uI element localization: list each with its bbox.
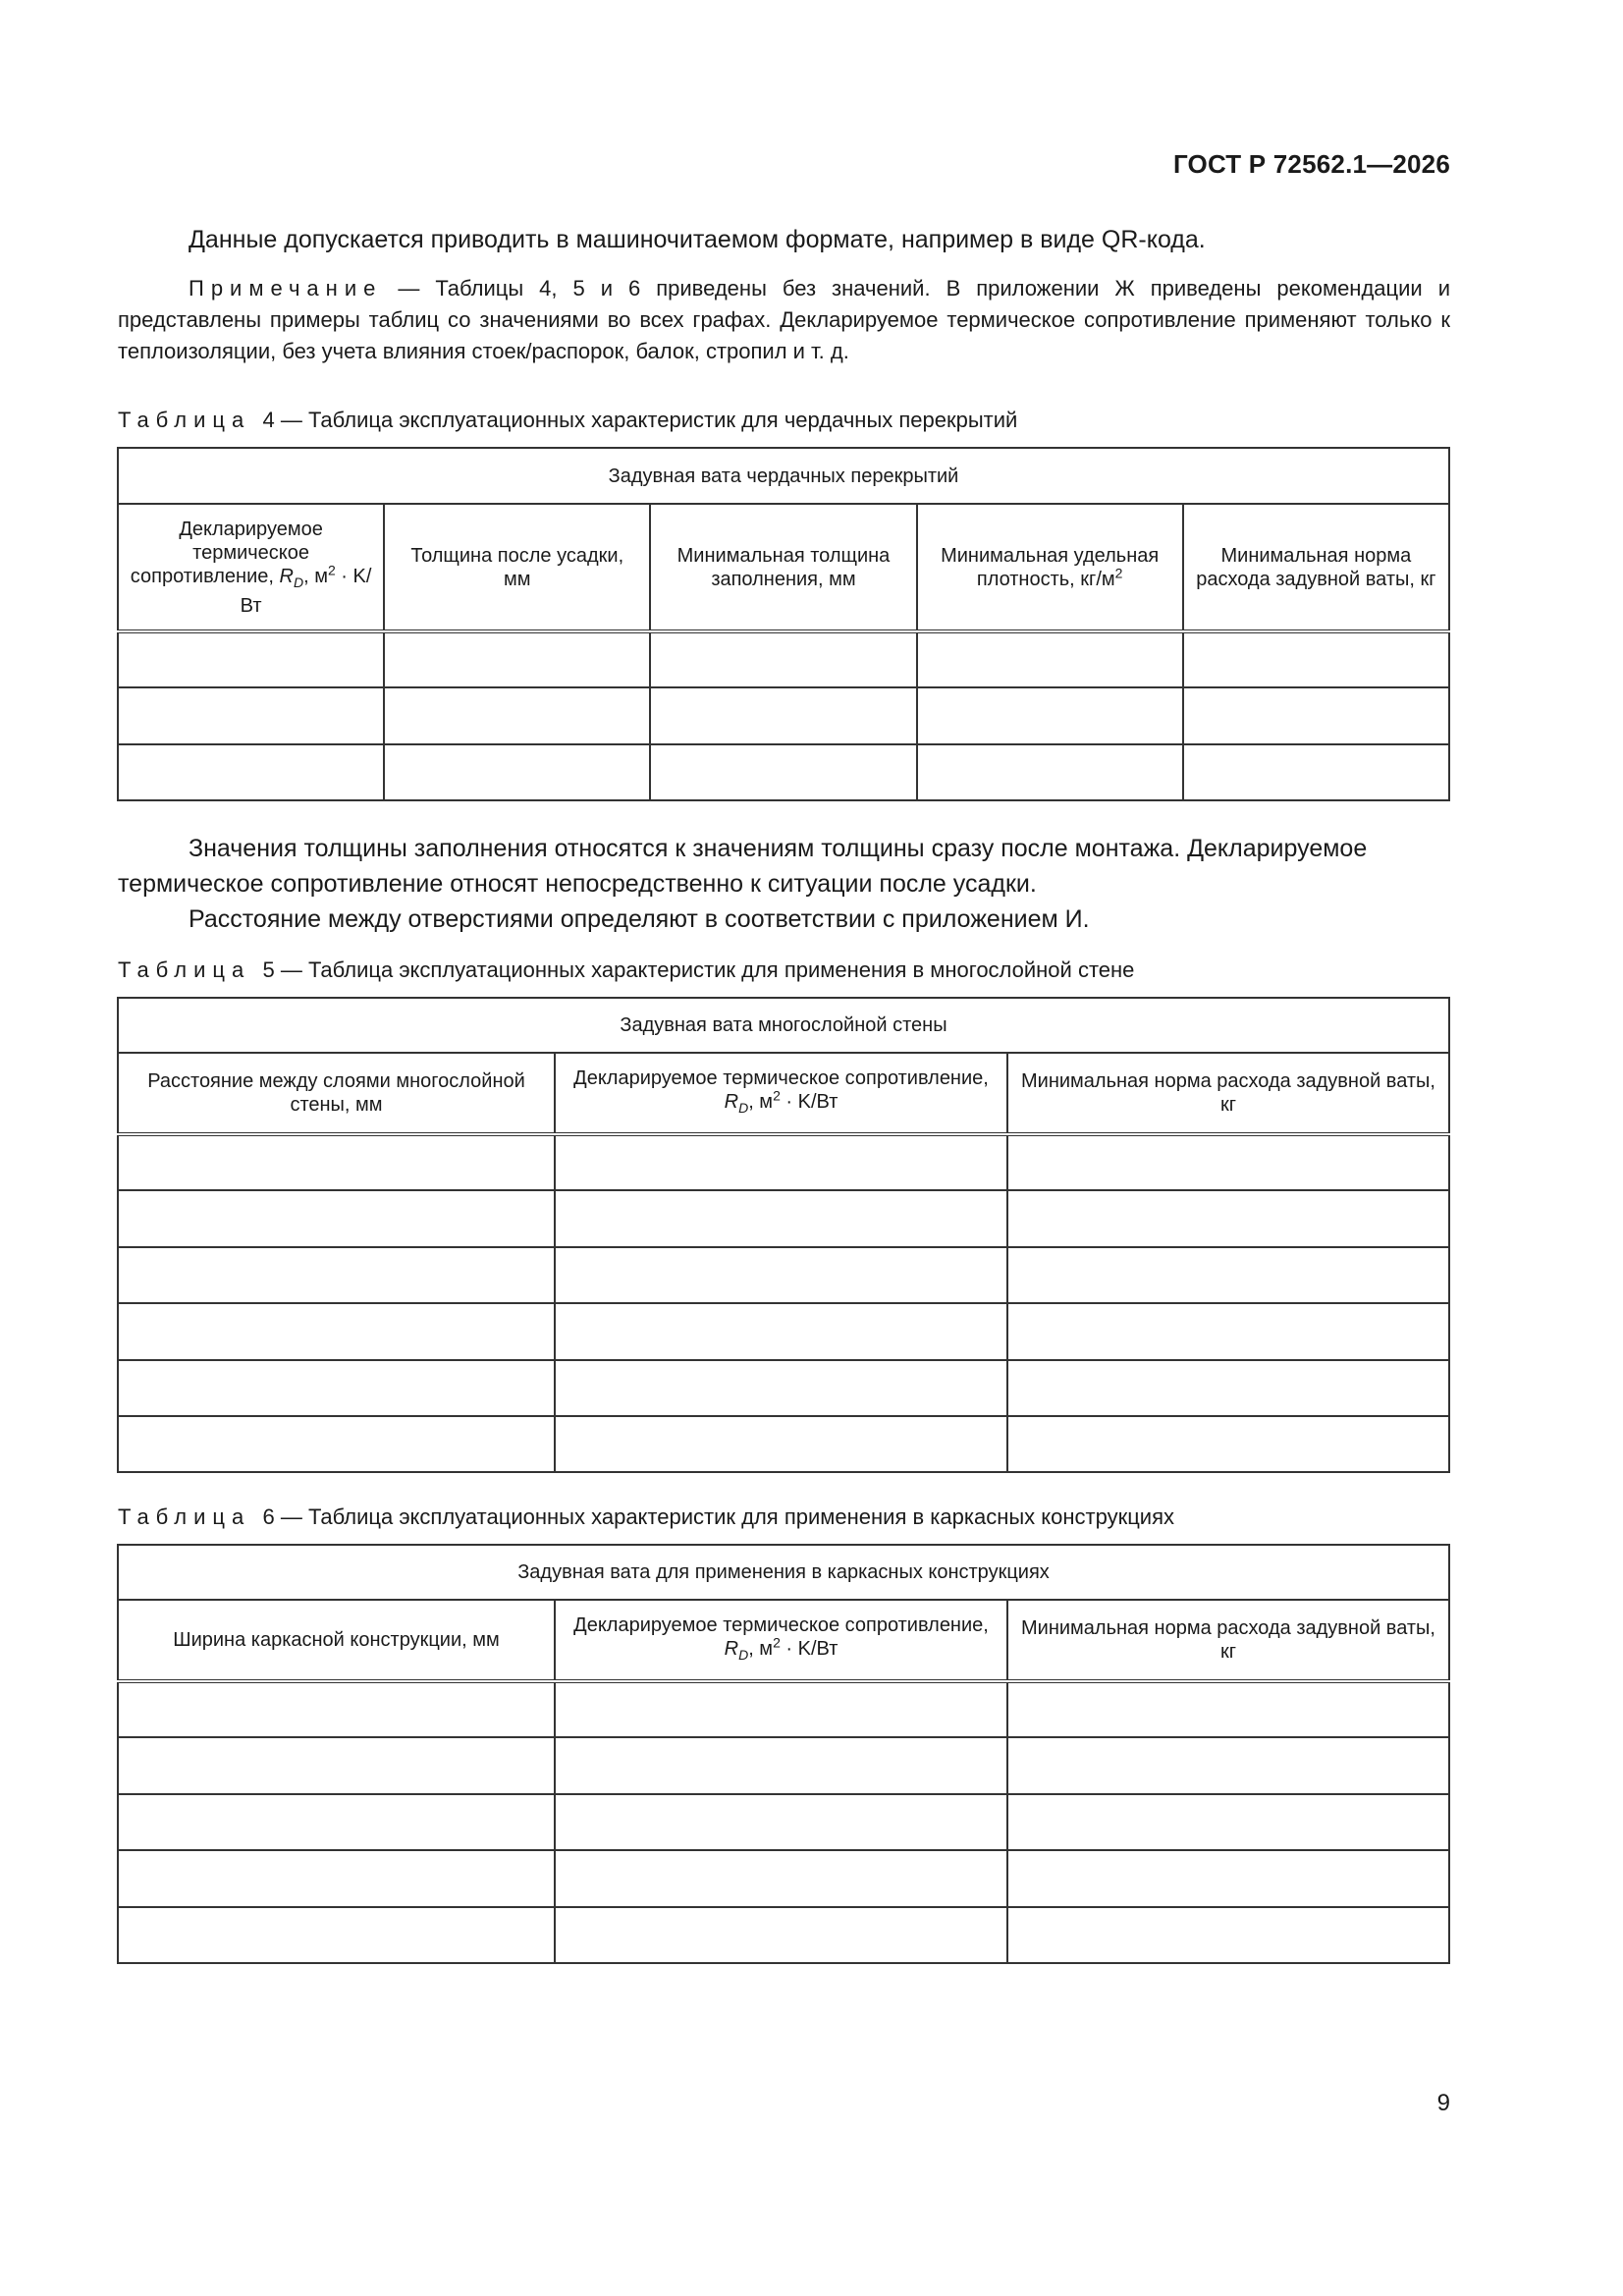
table-row — [118, 1134, 1449, 1190]
intro-paragraph — [118, 222, 1450, 257]
table4-col-min-density: Минимальная удельная плотность, $кг/м^2$ — [917, 504, 1183, 631]
table-row — [118, 631, 1449, 687]
table4-col-thickness-after-settling: Толщина после усадки, мм — [384, 504, 650, 631]
table-row — [118, 1907, 1449, 1963]
table6-title: Задувная вата для применения в каркасных конструкциях — [118, 1545, 1449, 1600]
table4-caption — [118, 406, 1450, 435]
table6-col-thermal-resistance: Декларируемое термическое сопротивление, $R_D$, $м^2 \cdot K/Вт$ — [555, 1600, 1007, 1681]
note-label: Примечание — [189, 276, 383, 301]
table-row — [118, 1360, 1449, 1416]
table5 — [117, 997, 1450, 1473]
table5-caption-label: Таблица — [118, 957, 251, 982]
table4-col-thermal-resistance: Декларируемое термическое сопротивление, $R_D$, $м^2 \cdot K/Вт$ — [118, 504, 384, 631]
table4-caption-label: Таблица — [118, 408, 251, 432]
intro-text: Данные допускается приводить в машиночитаемом формате, например в виде QR-кода. — [189, 226, 1206, 253]
table5-col-layer-distance: Расстояние между слоями многослойной стены, мм — [118, 1053, 555, 1134]
table-row — [118, 1681, 1449, 1737]
table6 — [117, 1544, 1450, 1964]
table-row — [118, 1303, 1449, 1360]
table6-caption-label: Таблица — [118, 1504, 251, 1529]
table5-caption — [118, 956, 1450, 985]
table6-caption — [118, 1503, 1450, 1532]
note-dash: — — [382, 276, 436, 301]
paragraph-fill-thickness-text: Значения толщины заполнения относятся к значениям толщины сразу после монтажа. Декларируемое термическое сопротивление относят непосредственно к ситуации после усадки. — [118, 835, 1368, 898]
table6-caption-text: 6 — Таблица эксплуатационных характеристик для применения в каркасных конструкциях — [262, 1504, 1175, 1529]
table4-caption-text: 4 — Таблица эксплуатационных характеристик для чердачных перекрытий — [262, 408, 1018, 432]
table-row — [118, 687, 1449, 744]
paragraph-fill-thickness — [118, 831, 1450, 902]
table5-col-min-consumption: Минимальная норма расхода задувной ваты, кг — [1007, 1053, 1449, 1134]
note-text: Таблицы 4, 5 и 6 приведены без значений. В приложении Ж приведены рекомендации и представлены примеры таблиц со значениями во всех графах. Декларируемое термическое сопротивление применяют только к теплоизоляции, без учета влияния стоек/распорок, балок, стропил и т. д. — [118, 276, 1450, 363]
table4-col-min-consumption: Минимальная норма расхода задувной ваты, кг — [1183, 504, 1449, 631]
table5-caption-text: 5 — Таблица эксплуатационных характеристик для применения в многослойной стене — [262, 957, 1135, 982]
document-code: ГОСТ Р 72562.1—2026 — [1172, 149, 1450, 179]
table-row — [118, 1737, 1449, 1794]
note-block — [118, 273, 1450, 367]
table5-title: Задувная вата многослойной стены — [118, 998, 1449, 1053]
table4 — [117, 447, 1450, 801]
table-row — [118, 1794, 1449, 1850]
table-row — [118, 1247, 1449, 1303]
table-row — [118, 1850, 1449, 1907]
table6-col-frame-width: Ширина каркасной конструкции, мм — [118, 1600, 555, 1681]
table5-col-thermal-resistance: Декларируемое термическое сопротивление, $R_D$, $м^2 \cdot K/Вт$ — [555, 1053, 1007, 1134]
page-number: 9 — [1436, 2090, 1450, 2116]
table-row — [118, 1190, 1449, 1247]
table4-title: Задувная вата чердачных перекрытий — [118, 448, 1449, 504]
table4-col-min-fill-thickness: Минимальная толщина заполнения, мм — [650, 504, 916, 631]
paragraph-hole-distance — [118, 902, 1450, 937]
paragraph-hole-distance-text: Расстояние между отверстиями определяют в соответствии с приложением И. — [189, 905, 1090, 933]
table-row — [118, 744, 1449, 800]
table6-col-min-consumption: Минимальная норма расхода задувной ваты, кг — [1007, 1600, 1449, 1681]
table-row — [118, 1416, 1449, 1472]
